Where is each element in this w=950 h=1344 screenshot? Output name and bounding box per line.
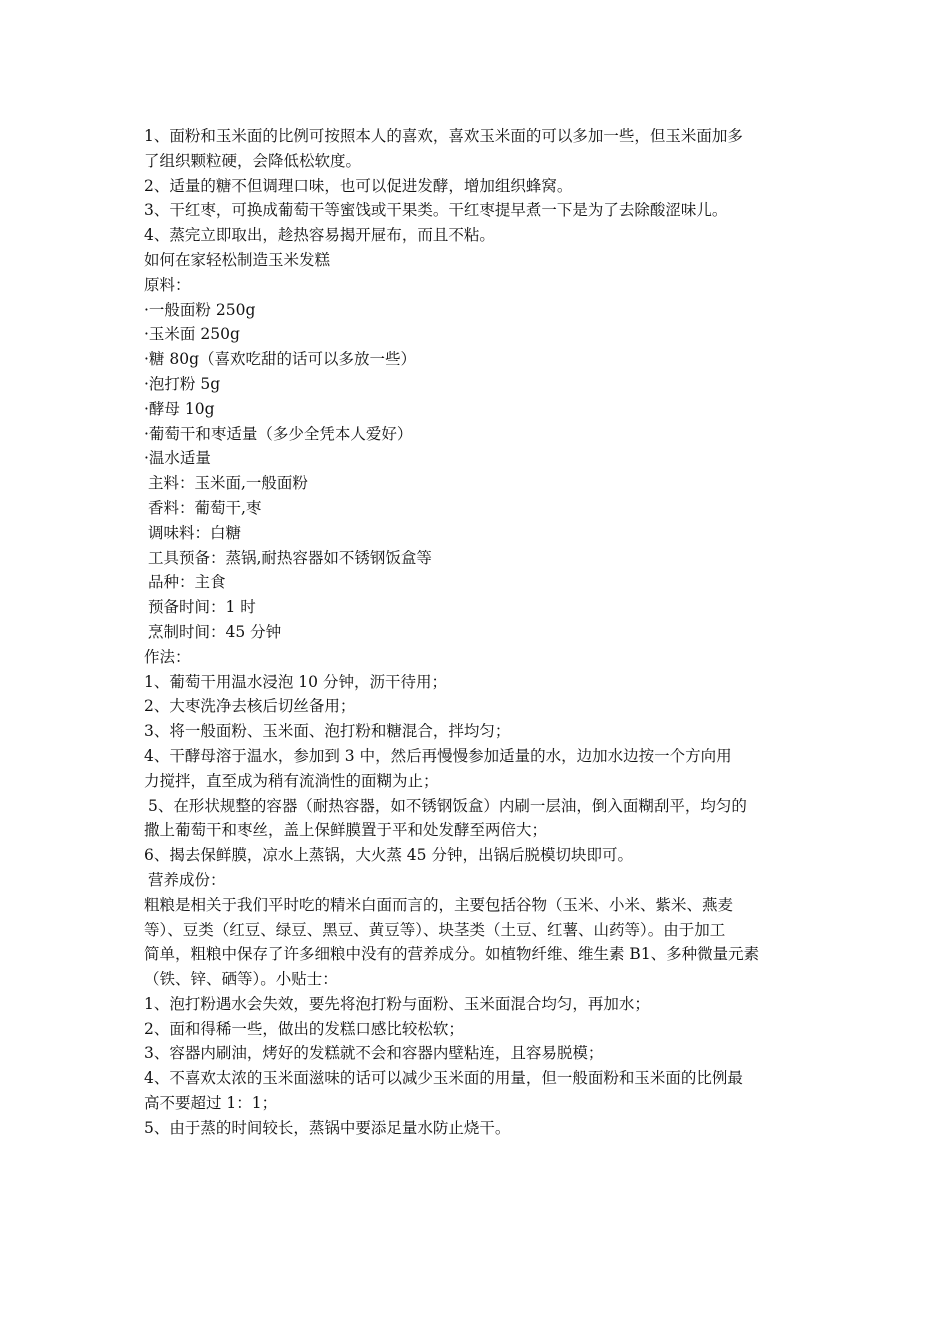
text-line: 主料：玉米面,一般面粉 [148, 474, 308, 493]
step-item: 5、在形状规整的容器（耐热容器，如不锈钢饭盒）内刷一层油，倒入面糊刮平，均匀的 [148, 796, 747, 815]
ingredient-item: ·泡打粉 5g [144, 374, 221, 393]
step-item: 力搅拌，直至成为稍有流淌性的面糊为止； [144, 771, 439, 790]
ingredient-item: ·糖 80g（喜欢吃甜的话可以多放一些） [144, 350, 417, 369]
step-item: 1、葡萄干用温水浸泡 10 分钟，沥干待用； [144, 672, 447, 691]
text-line: 简单，粗粮中保存了许多细粮中没有的营养成分。如植物纤维、维生素 B1、多种微量元素 [144, 945, 760, 964]
tip-item: 5、由于蒸的时间较长，蒸锅中要添足量水防止烧干。 [144, 1118, 511, 1137]
tip-item: 高不要超过 1：1； [144, 1094, 278, 1113]
text-line: （铁、锌、硒等）。小贴士： [144, 970, 338, 989]
text-line: 烹制时间：45 分钟 [148, 622, 282, 641]
text-line: 1、面粉和玉米面的比例可按照本人的喜欢，喜欢玉米面的可以多加一些，但玉米面加多 [144, 127, 743, 145]
text-line: 工具预备：蒸锅,耐热容器如不锈钢饭盒等 [148, 548, 432, 567]
ingredient-item: ·酵母 10g [144, 399, 215, 418]
text-line: 品种：主食 [148, 573, 226, 592]
ingredient-item: ·一般面粉 250g [144, 300, 256, 319]
text-line: 香料：葡萄干,枣 [148, 498, 262, 517]
ingredient-item: ·温水适量 [144, 449, 211, 468]
step-item: 6、揭去保鲜膜，凉水上蒸锅，大火蒸 45 分钟，出锅后脱模切块即可。 [144, 846, 633, 865]
tip-item: 3、容器内刷油，烤好的发糕就不会和容器内壁粘连，且容易脱模； [144, 1044, 604, 1063]
section-title: 如何在家轻松制造玉米发糕 [144, 250, 331, 269]
step-item: 4、干酵母溶于温水，参加到 3 中，然后再慢慢参加适量的水，边加水边按一个方向用 [144, 746, 732, 765]
step-item: 撒上葡萄干和枣丝，盖上保鲜膜置于平和处发酵至两倍大； [144, 821, 548, 840]
step-item: 2、大枣洗净去核后切丝备用； [144, 697, 356, 716]
tip-item: 4、不喜欢太浓的玉米面滋味的话可以减少玉米面的用量，但一般面粉和玉米面的比例最 [144, 1069, 743, 1088]
ingredient-item: ·葡萄干和枣适量（多少全凭本人爱好） [144, 424, 413, 443]
text-line: 营养成份： [148, 870, 226, 889]
tip-item: 2、面和得稀一些，做出的发糕口感比较松软； [144, 1019, 464, 1038]
step-item: 3、将一般面粉、玉米面、泡打粉和糖混合，拌均匀； [144, 722, 511, 741]
text-line: 原料： [144, 275, 191, 294]
text-line: 了组织颗粒硬，会降低松软度。 [144, 151, 362, 170]
text-line: 粗粮是相关于我们平时吃的精米白面而言的，主要包括谷物（玉米、小米、紫米、燕麦 [144, 895, 734, 914]
text-line: 3、干红枣，可换成葡萄干等蜜饯或干果类。干红枣提早煮一下是为了去除酸涩味儿。 [144, 201, 728, 220]
text-line: 调味料：白糖 [148, 523, 242, 542]
text-line: 作法： [144, 647, 191, 666]
tip-item: 1、泡打粉遇水会失效，要先将泡打粉与面粉、玉米面混合均匀，再加水； [144, 994, 650, 1013]
text-line: 预备时间：1 时 [148, 598, 256, 617]
text-line: 4、蒸完立即取出，趁热容易揭开屉布，而且不粘。 [144, 226, 495, 245]
text-line: 2、适量的糖不但调理口味，也可以促进发酵，增加组织蜂窝。 [144, 176, 573, 195]
ingredient-item: ·玉米面 250g [144, 325, 240, 344]
document-body [144, 124, 812, 1141]
text-line: 等）、豆类（红豆、绿豆、黑豆、黄豆等）、块茎类（土豆、红薯、山药等）。由于加工 [144, 920, 726, 939]
